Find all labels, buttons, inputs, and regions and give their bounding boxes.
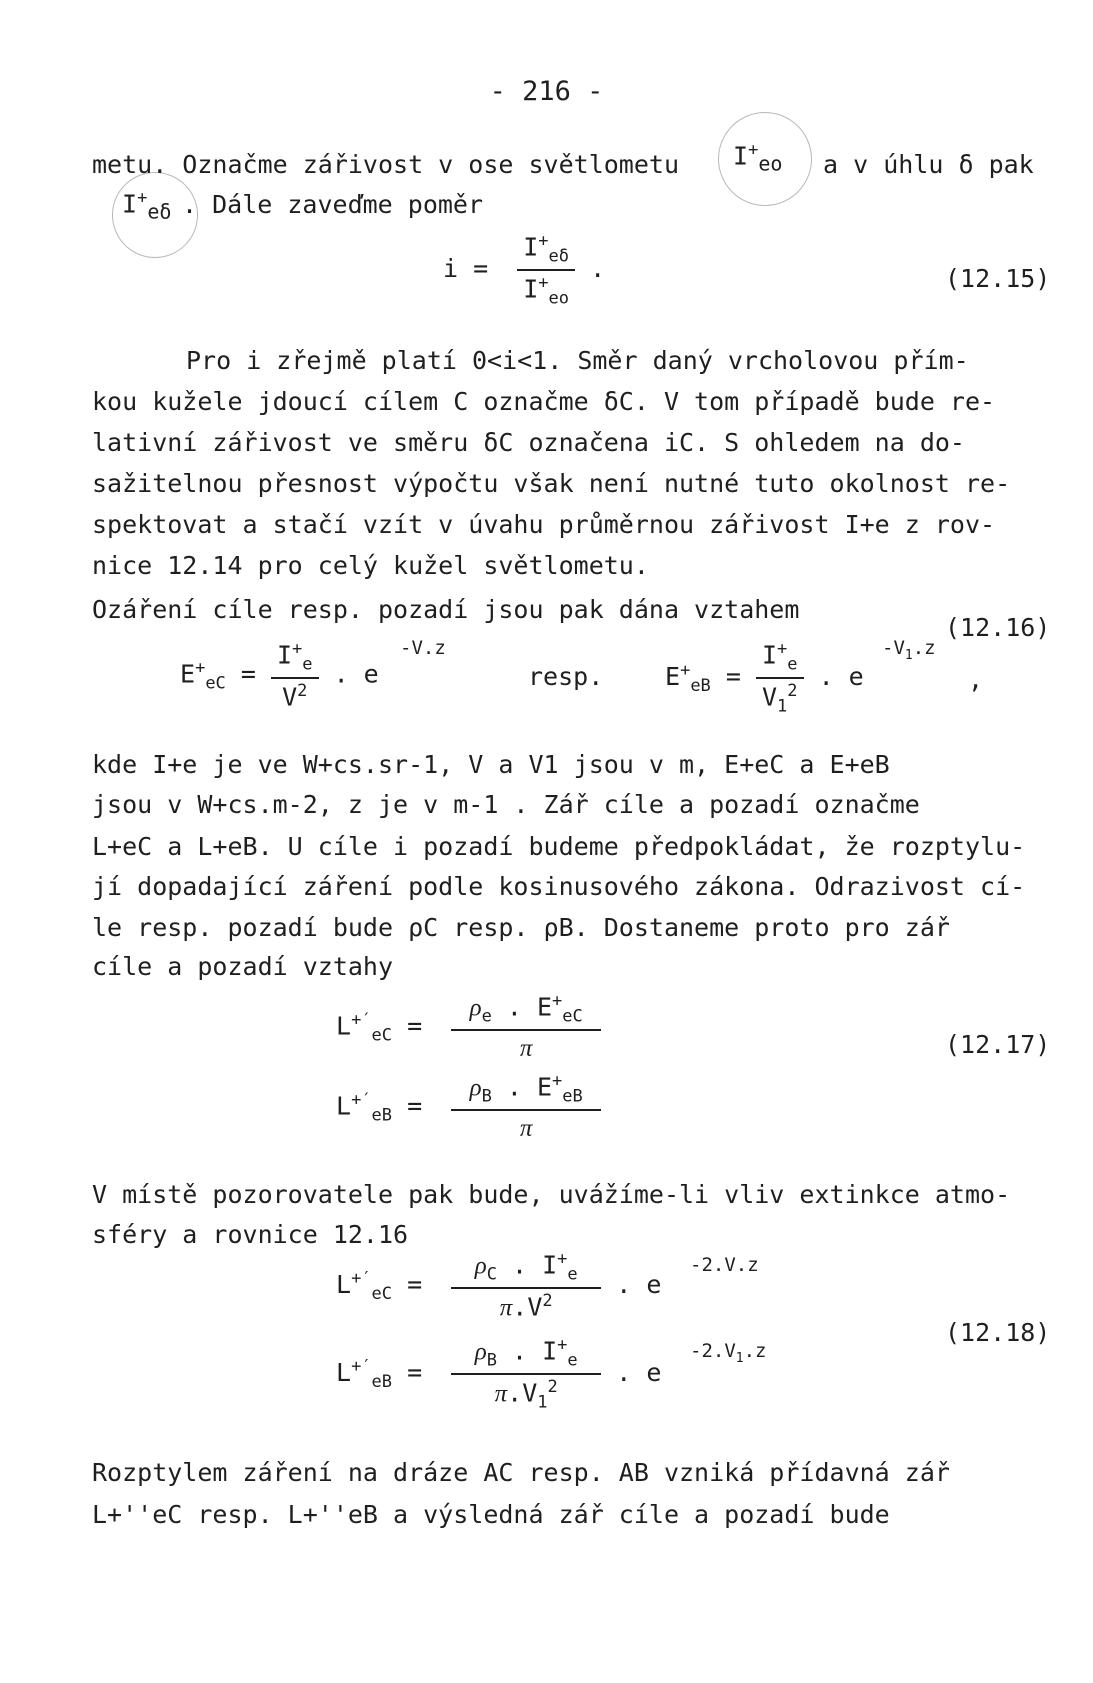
fraction (451, 1336, 601, 1412)
fraction-bar (756, 677, 804, 679)
text-line: nice 12.14 pro celý kužel světlometu. (92, 551, 649, 580)
fraction (756, 640, 804, 716)
fraction (451, 1250, 601, 1322)
denominator: π (519, 1035, 533, 1063)
numerator: $\rho_B$ . $E^+_{eB}$ (469, 1071, 583, 1107)
exponent: $-V_1.z$ (882, 637, 936, 663)
text-line: jsou v W+cs.m-2, z je v m-1 . Zář cíle a pozadí označme (92, 790, 920, 819)
text-line: L+''eC resp. L+''eB a výsledná zář cíle a pozadí bude (92, 1500, 890, 1529)
exponent: -2.V.z (690, 1254, 759, 1276)
text-line: le resp. pozadí bude ρC resp. ρB. Dostaneme proto pro zář (92, 913, 950, 942)
equation-12-18-b: $L^{+'}_{eB}$ = $\frac{\rho_B . I^+_e}{\pi.V_1^2}$ . e (336, 1335, 662, 1413)
fraction-bar (271, 677, 319, 679)
text-line: Rozptylem záření na dráze AC resp. AB vzniká přídavná zář (92, 1458, 950, 1487)
numerator: $\rho_e$ . $E^+_{eC}$ (469, 991, 583, 1027)
fraction (271, 640, 319, 711)
fraction-bar (451, 1287, 601, 1289)
fraction-bar (451, 1029, 601, 1031)
fraction (517, 232, 575, 308)
fraction-bar (451, 1373, 601, 1375)
fraction (451, 1072, 601, 1143)
text-line: Pro i zřejmě platí 0<i<1. Směr daný vrcholovou přím- (186, 346, 969, 375)
text-line: kde I+e je ve W+cs.sr-1, V a V1 jsou v m, E+eC a E+eB (92, 750, 890, 779)
equation-number: (12.18) (945, 1318, 1051, 1347)
fraction-bar (517, 269, 575, 271)
text-line: Ozáření cíle resp. pozadí jsou pak dána vztahem (92, 595, 800, 624)
equation-12-17-a: $L^{+'}_{eC}$ = $\frac{\rho_e . E^+_{eC}}{\pi}$ (336, 992, 601, 1063)
text-line: jí dopadající záření podle kosinusového zákona. Odrazivost cí- (92, 872, 1026, 901)
text-line: sféry a rovnice 12.16 (92, 1220, 409, 1249)
text-line: kou kužele jdoucí cílem C označme δC. V tom případě bude re- (92, 387, 996, 416)
fraction-bar (451, 1109, 601, 1111)
equation-12-17-b: $L^{+'}_{eB}$ = $\frac{\rho_B . E^+_{eB}}{\pi}$ (336, 1072, 601, 1143)
exponent: -V.z (400, 637, 446, 659)
denominator: $V_1^2$ (761, 681, 798, 717)
equation-number: (12.17) (945, 1030, 1051, 1059)
comma: , (968, 665, 984, 694)
symbol-ieo: $I^+_{eo}$ (733, 140, 783, 176)
text-segment: . Dále zaveďme poměr (182, 190, 484, 219)
period: . (590, 254, 606, 284)
equation-number: (12.16) (945, 613, 1051, 642)
fraction (451, 992, 601, 1063)
text-line: L+eC a L+eB. U cíle i pozadí budeme předpokládat, že rozptylu- (92, 832, 1026, 861)
page-number: - 216 - (489, 76, 604, 107)
numerator: $I^+_e$ (276, 639, 313, 675)
eq-lhs: i = (443, 254, 489, 284)
text-line: spektovat a stačí vzít v úvahu průměrnou zářivost I+e z rov- (92, 510, 996, 539)
denominator: $\pi.V^2$ (499, 1291, 553, 1322)
text-line (92, 150, 679, 179)
text-segment: a v úhlu δ pak (823, 150, 1034, 179)
text-line: V místě pozorovatele pak bude, uvážíme-li vliv extinkce atmo- (92, 1180, 1011, 1209)
equation-12-16-right: $E^+_{eB}$ = $\frac{I^+_e}{V_1^2}$ . e (665, 639, 864, 717)
denominator: $V^2$ (282, 681, 308, 712)
equation-12-15 (443, 232, 605, 308)
text-line: cíle a pozadí vztahy (92, 952, 394, 981)
denominator: $\pi.V_1^2$ (494, 1377, 558, 1413)
numerator: $I^+_e$ (761, 639, 798, 675)
equation-12-18-a: $L^{+'}_{eC}$ = $\frac{\rho_C . I^+_e}{\pi.V^2}$ . e (336, 1249, 662, 1322)
text-segment: resp. (528, 662, 604, 691)
numerator: $I^+_{e\delta}$ (523, 231, 570, 267)
text-segment: metu. Označme zářivost v ose světlometu (92, 150, 679, 179)
numerator: $\rho_B$ . $I^+_e$ (474, 1335, 578, 1371)
symbol-ied: $I^+_{e\delta}$ (122, 188, 172, 224)
denominator: $I^+_{eo}$ (523, 273, 570, 309)
text-line: sažitelnou přesnost výpočtu však není nutné tuto okolnost re- (92, 469, 1011, 498)
denominator: π (519, 1115, 533, 1143)
equation-12-16-left: $E^+_{eC}$ = $\frac{I^+_e}{V^2}$ . e (180, 639, 379, 712)
numerator: $\rho_C$ . $I^+_e$ (474, 1249, 578, 1285)
equation-number: (12.15) (945, 264, 1051, 293)
exponent: $-2.V_1.z$ (690, 1340, 767, 1366)
text-line: lativní zářivost ve směru δC označena iC. S ohledem na do- (92, 428, 965, 457)
